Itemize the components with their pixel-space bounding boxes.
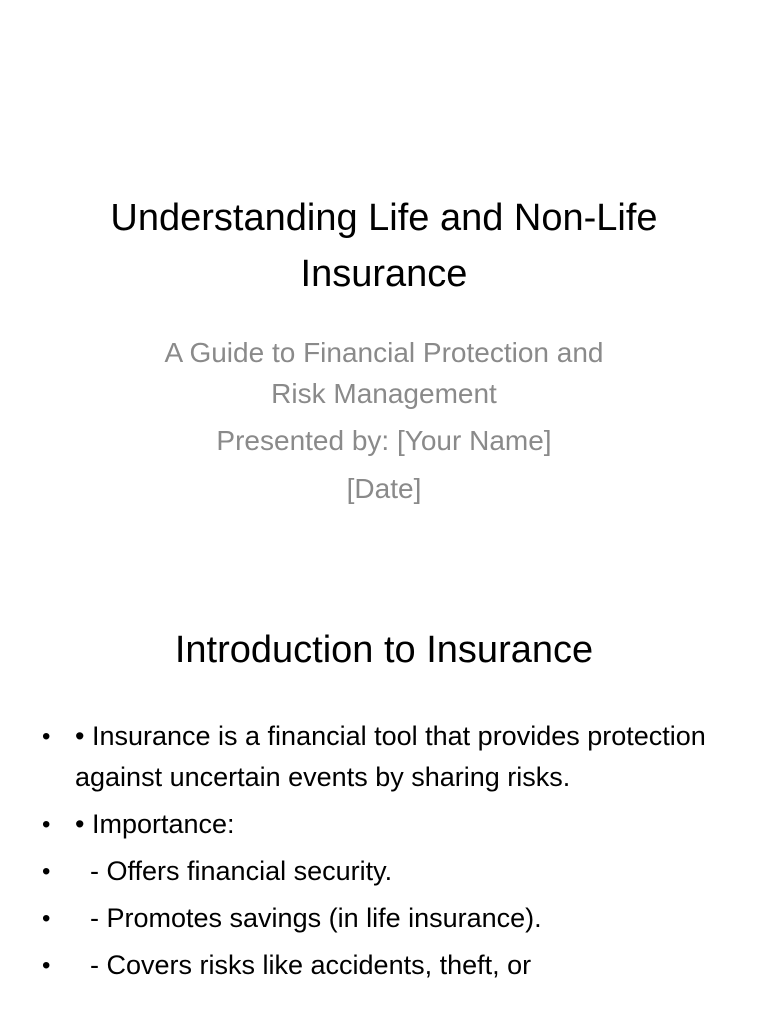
bullet-item bbox=[0, 851, 768, 892]
subtitle-line: Risk Management bbox=[271, 378, 497, 409]
bullet-text: - Covers risks like accidents, theft, or bbox=[75, 950, 532, 980]
presenter-line: Presented by: [Your Name] bbox=[216, 425, 552, 456]
bullet-item bbox=[0, 716, 768, 798]
bullet-text: - Promotes savings (in life insurance). bbox=[75, 903, 542, 933]
bullet-marker: • bbox=[42, 858, 51, 885]
bullet-item bbox=[0, 898, 768, 939]
slide-title: Understanding Life and Non-Life Insurance bbox=[110, 197, 658, 295]
slide-heading: Introduction to Insurance bbox=[174, 629, 594, 671]
bullet-item bbox=[0, 804, 768, 845]
bullet-list bbox=[0, 716, 768, 992]
slide-subtitle bbox=[110, 332, 658, 510]
bullet-marker: • bbox=[42, 723, 51, 750]
bullet-item bbox=[0, 945, 768, 986]
content-slide bbox=[0, 576, 768, 1024]
date-line: [Date] bbox=[346, 473, 422, 504]
subtitle-line: A Guide to Financial Protection and bbox=[164, 337, 604, 368]
bullet-text: • Importance: bbox=[75, 809, 235, 839]
bullet-marker: • bbox=[42, 811, 51, 838]
bullet-marker: • bbox=[42, 905, 51, 932]
bullet-text: • Insurance is a financial tool that provides protection against uncertain events by sharing risks. bbox=[75, 721, 706, 792]
bullet-text: - Offers financial security. bbox=[75, 856, 393, 886]
bullet-marker: • bbox=[42, 952, 51, 979]
